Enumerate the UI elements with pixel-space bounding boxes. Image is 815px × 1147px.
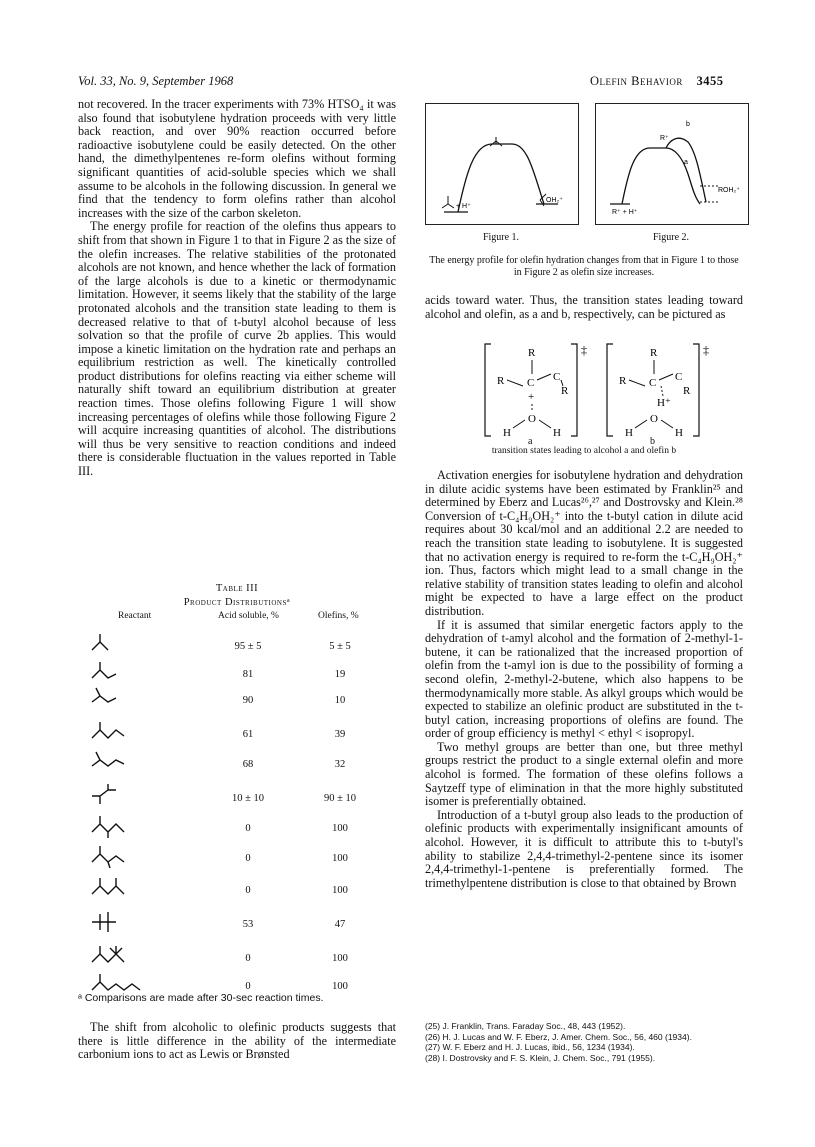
paragraph: Introduction of a t-butyl group also leads to the production of olefinic products with experimentally insignificant amounts of alcohol. However, it is difficult to attribute this to t-butyl's ability to stabilize 2,4,4-trimethyl-2-pentene since its isomer 2,4,4-trimethyl-1-pentene is preferentially formed. The trimethylpentene distribution is close to that obtained by Brown [425, 807, 743, 890]
acid-soluble-value: 68 [242, 759, 254, 770]
atom-r-right-b: R [683, 385, 691, 397]
olefin-value: 100 [332, 981, 348, 992]
atom-hplus-b: H⁺ [657, 397, 671, 409]
table-row [78, 692, 396, 712]
atom-c-a: C [527, 377, 535, 389]
acid-soluble-value: 53 [242, 919, 254, 930]
paragraph: not recovered. In the tracer experiments with 73% HTSO₄ it was also found that isobutylene hydration proceeds with very little back reaction, and over 90% reaction occurred before radioactive isobutylene could be easily detected. On the other hand, the dimethylpentenes re-form olefins without forming significant quantities of acid-soluble species which we shall assume to be alcohols in the following discussion. In general we find that the tendency to form olefins rather than alcohol increases with the size of the carbon skeleton. [78, 97, 396, 220]
table-row [78, 850, 396, 870]
paragraph: Activation energies for isobutylene hydration and dehydration in dilute acidic systems have been estimated by Franklin²⁵ and determined by Eberz and Lucas²⁶,²⁷ and Dostrovsky and Klein.²⁸ Conversion of t-C₄H₉OH₂⁺ into the t-butyl cation in dilute acid requires about 30 kcal/mol and an additional 2.2 are needed to reach the transition state leading to isobutylene. It is suggested that no activation energy is required to re-form the t-C₄H₉OH₂⁺ ion. Thus, factors which might lead to a small change in the relative stability of transition states leading to olefin and alcohol might be expected to have a large effect on the product distribution. [425, 468, 743, 618]
reactant-structure-icon [88, 944, 148, 974]
running-header-right [590, 74, 723, 89]
atom-c-b: C [649, 377, 657, 389]
atom-h-left-a: H [503, 427, 511, 439]
figure-2-energy-profile [596, 104, 748, 224]
atom-r-right-a: R [561, 385, 569, 397]
figure-2-caption: Figure 2. [652, 232, 690, 243]
figure-1-energy-profile [426, 104, 578, 224]
fig2-label-left: R⁺ + H⁺ [612, 209, 638, 216]
label-b: b [650, 436, 655, 447]
olefin-value: 100 [332, 853, 348, 864]
fig1-label-left: + H⁺ [456, 203, 471, 210]
reactant-structure-icon [88, 784, 148, 814]
fig2-label-b: b [686, 121, 690, 128]
transition-states-caption: transition states leading to alcohol a and olefin b [491, 446, 677, 456]
atom-c2-a: C [553, 371, 561, 383]
reactant-structure-icon [88, 844, 148, 874]
atom-o-b: O [650, 413, 658, 425]
label-a: a [528, 436, 533, 447]
left-column-text [78, 98, 396, 479]
table-row [78, 916, 396, 936]
acid-soluble-value: 0 [245, 953, 251, 964]
dagger-b: ‡ [703, 343, 709, 357]
atom-r-top-a: R [528, 347, 536, 359]
bottom-left-text [78, 1021, 396, 1062]
figure-1-caption: Figure 1. [482, 232, 520, 243]
page-number: 3455 [696, 74, 724, 88]
olefin-value: 100 [332, 823, 348, 834]
acid-soluble-value: 90 [242, 695, 254, 706]
right-column-text [425, 469, 743, 890]
atom-r-left-a: R [497, 375, 505, 387]
fig2-label-right: ROH₂⁺ [718, 187, 740, 194]
figure-description: The energy profile for olefin hydration changes from that in Figure 1 to those in Figure 2 as olefin size increases. [429, 255, 739, 278]
acid-soluble-value: 10 ± 10 [231, 793, 264, 804]
table-footnote: ᵃ Comparisons are made after 30-sec reaction times. [78, 992, 324, 1004]
reactant-structure-icon [88, 632, 148, 662]
table-row [78, 756, 396, 776]
olefin-value: 100 [332, 885, 348, 896]
reference-item: (27) W. F. Eberz and H. J. Lucas, ibid., 56, 1234 (1934). [425, 1042, 635, 1052]
fig1-label-right: OH₂⁺ [546, 197, 563, 204]
acid-soluble-value: 0 [245, 885, 251, 896]
acid-soluble-value: 81 [242, 669, 254, 680]
acid-soluble-value: 95 ± 5 [234, 641, 262, 652]
table-row [78, 950, 396, 970]
right-column-intro: acids toward water. Thus, the transition states leading toward alcohol and olefin, as a and b, respectively, can be pictured as [425, 293, 743, 321]
reference-item: (28) I. Dostrovsky and F. S. Klein, J. Chem. Soc., 791 (1955). [425, 1052, 656, 1063]
table-row [78, 790, 396, 810]
olefin-value: 47 [334, 919, 346, 930]
atom-h-left-b: H [625, 427, 633, 439]
olefin-value: 90 ± 10 [323, 793, 356, 804]
table-row [78, 666, 396, 686]
olefin-value: 5 ± 5 [329, 641, 351, 652]
paragraph: The energy profile for reaction of the olefins thus appears to shift from that shown in Figure 1 to that in Figure 2 as the size of the olefin increases. The relative stabilities of the protonated alcohols are not known, and hence whether the lack of formation of the large alcohols is due to a kinetic or thermodynamic limitation. However, it seems likely that the stability of the large protonated alcohols and the transition state leading to them is decreased relative to that of t-butyl alcohol because of less solvation so that the profile of curve 2b applies. This would impose a kinetic limitation on the hydration rate and perhaps an equilibrium restriction as well. The kinetically controlled product distributions for olefins reacting via either scheme will naturally shift toward an equilibrium distribution at greater reaction times. Those olefins following Figure 1 will show increasing percentages of olefins while those following Figure 2 will acquire increasing quantities of alcohol. The distributions will thus be very sensitive to reaction conditions and indeed there is considerable fluctuation in the values reported in Table III. [78, 219, 396, 479]
table-row [78, 882, 396, 902]
references [425, 1021, 755, 1063]
reference-item: (26) H. J. Lucas and W. F. Eberz, J. Amer. Chem. Soc., 56, 460 (1934). [425, 1031, 692, 1042]
fig2-label-a: a [684, 159, 688, 166]
reactant-structure-icon [88, 686, 148, 716]
table-row [78, 638, 396, 658]
olefin-value: 19 [334, 669, 346, 680]
figure-1-box [425, 103, 579, 225]
paragraph: If it is assumed that similar energetic factors apply to the dehydration of t-amyl alcohol and the formation of 2-methyl-1-butene, it can be rationalized that the increased proportion of olefin from the t-amyl ion is due to the possibility of forming a second olefin, 2-methyl-2-butene, which also happens to be thermodynamically more stable. As alkyl groups which would be expected to stabilize an olefinic product are substituted in the t-butyl cation, increasing proportions of olefins are found. The order of group efficiency is methyl < ethyl < isopropyl. [425, 617, 743, 741]
running-header-left: Vol. 33, No. 9, September 1968 [78, 74, 234, 88]
olefin-value: 10 [334, 695, 346, 706]
reactant-structure-icon [88, 750, 148, 780]
atom-h-right-b: H [675, 427, 683, 439]
table-subtitle: Product Distributionsᵃ [183, 597, 291, 608]
fig2-label-top: R⁺ [660, 135, 669, 142]
atom-o-a: O [528, 413, 536, 425]
atom-h-right-a: H [553, 427, 561, 439]
olefin-value: 39 [334, 729, 346, 740]
atom-r-left-b: R [619, 375, 627, 387]
paragraph: The shift from alcoholic to olefinic products suggests that there is little difference in the ability of the intermediate carbonium ions to act as Lewis or Brønsted [78, 1020, 396, 1062]
transition-state-structures [425, 338, 743, 446]
reactant-structure-icon [88, 814, 148, 844]
reactant-structure-icon [88, 876, 148, 906]
running-title: Olefin Behavior [590, 74, 683, 88]
paragraph: Two methyl groups are better than one, but three methyl groups restrict the product to a single external olefin and more alcohol is formed. The formation of these olefins follows a Saytzeff type of elimination in that the more highly substituted isomer is preferentially obtained. [425, 739, 743, 809]
table-row [78, 820, 396, 840]
table-header-olefin: Olefins, % [318, 611, 359, 621]
acid-soluble-value: 0 [245, 823, 251, 834]
plus-a: + [528, 391, 535, 403]
reactant-structure-icon [88, 720, 148, 750]
dagger-a: ‡ [581, 343, 587, 357]
atom-r-top-b: R [650, 347, 658, 359]
olefin-value: 32 [334, 759, 346, 770]
acid-soluble-value: 61 [242, 729, 254, 740]
atom-c2-b: C [675, 371, 683, 383]
reactant-structure-icon [88, 910, 148, 940]
table-title: Table III [215, 583, 259, 594]
figure-2-box [595, 103, 749, 225]
table-header-acid: Acid soluble, % [218, 611, 279, 621]
acid-soluble-value: 0 [245, 853, 251, 864]
table-header-reactant: Reactant [118, 611, 152, 621]
olefin-value: 100 [332, 953, 348, 964]
reference-item: (25) J. Franklin, Trans. Faraday Soc., 48, 443 (1952). [425, 1021, 626, 1031]
acid-soluble-value: 0 [245, 981, 251, 992]
table-row [78, 726, 396, 746]
